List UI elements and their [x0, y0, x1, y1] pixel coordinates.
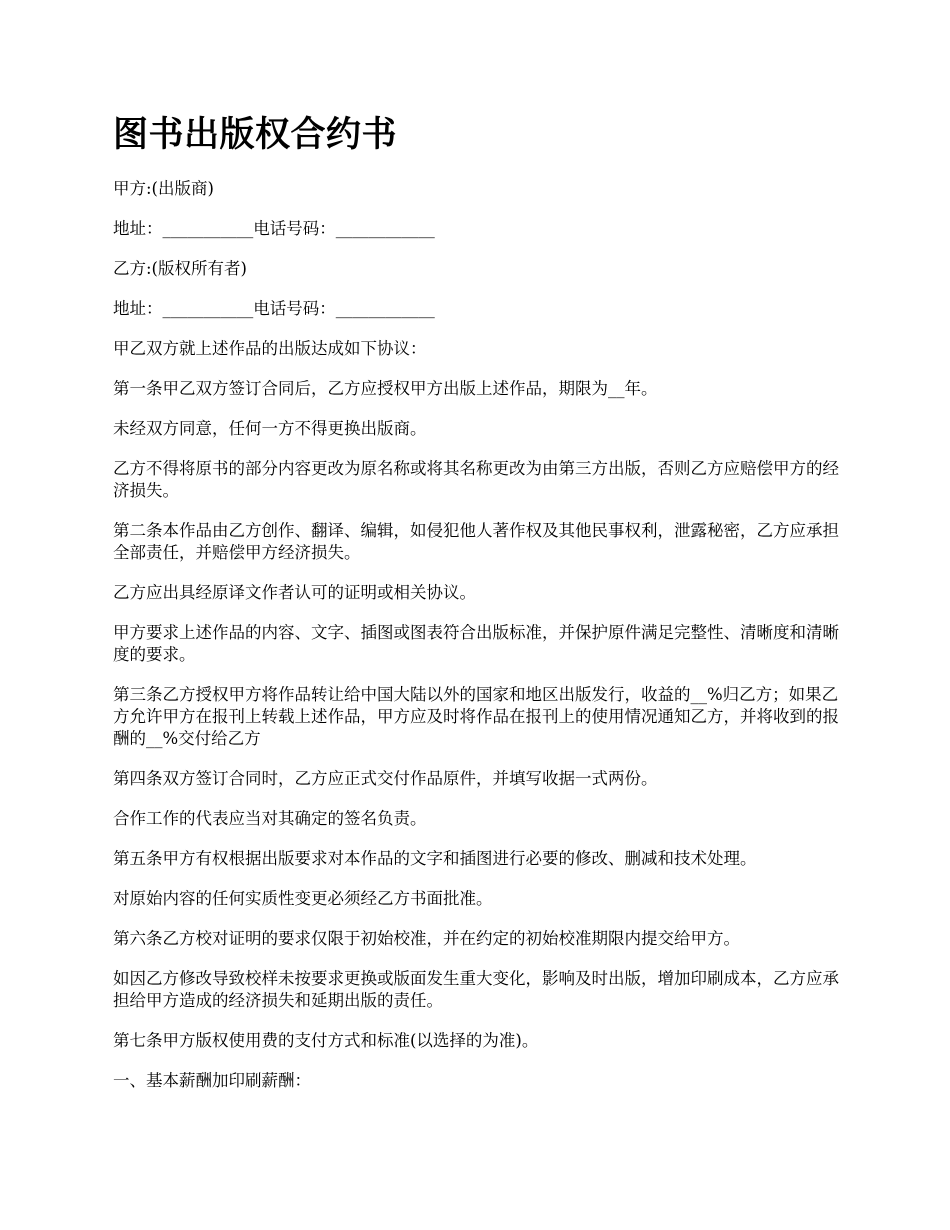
paragraph-article-3: 第三条乙方授权甲方将作品转让给中国大陆以外的国家和地区出版发行，收益的__%归乙方；如果乙方允许甲方在报刊上转载上述作品，甲方应及时将作品在报刊上的使用情况通知乙方，并将收到的报酬的__%交付给乙方: [113, 685, 839, 748]
document-title: 图书出版权合约书: [113, 115, 398, 155]
paragraph-article-4-signature: 合作工作的代表应当对其确定的签名负责。: [113, 809, 427, 828]
document-page: [113, 112, 853, 1110]
paragraph-copyright-owner: 乙方:(版权所有者): [113, 259, 247, 278]
paragraph-owner-address: 地址：___________电话号码：____________: [113, 299, 435, 318]
paragraph-article-7-item-1: 一、基本薪酬加印刷薪酬：: [113, 1071, 311, 1090]
paragraph-article-5: 第五条甲方有权根据出版要求对本作品的文字和插图进行必要的修改、删减和技术处理。: [113, 849, 757, 868]
paragraph-publisher-address: 地址：___________电话号码：____________: [113, 219, 435, 238]
paragraph-article-5-approval: 对原始内容的任何实质性变更必须经乙方书面批准。: [113, 889, 493, 908]
paragraph-article-1: 第一条甲乙双方签订合同后，乙方应授权甲方出版上述作品，期限为__年。: [113, 379, 658, 398]
paragraph-article-1-note: 未经双方同意，任何一方不得更换出版商。: [113, 419, 427, 438]
paragraph-article-1-restriction: 乙方不得将原书的部分内容更改为原名称或将其名称更改为由第三方出版，否则乙方应赔偿甲方的经济损失。: [113, 459, 839, 500]
paragraph-article-6-liability: 如因乙方修改导致校样未按要求更换或版面发生重大变化，影响及时出版，增加印刷成本，乙方应承担给甲方造成的经济损失和延期出版的责任。: [113, 969, 839, 1010]
paragraph-article-2-standard: 甲方要求上述作品的内容、文字、插图或图表符合出版标准，并保护原件满足完整性、清晰度和清晰度的要求。: [113, 623, 839, 664]
paragraph-article-6: 第六条乙方校对证明的要求仅限于初始校准，并在约定的初始校准期限内提交给甲方。: [113, 929, 740, 948]
paragraph-article-2-proof: 乙方应出具经原译文作者认可的证明或相关协议。: [113, 583, 476, 602]
paragraph-article-2: 第二条本作品由乙方创作、翻译、编辑，如侵犯他人著作权及其他民事权利，泄露秘密，乙方应承担全部责任，并赔偿甲方经济损失。: [113, 521, 839, 562]
paragraph-agreement-intro: 甲乙双方就上述作品的出版达成如下协议：: [113, 339, 427, 358]
paragraph-article-7: 第七条甲方版权使用费的支付方式和标准(以选择的为准)。: [113, 1031, 539, 1050]
paragraph-article-4: 第四条双方签订合同时，乙方应正式交付作品原件，并填写收据一式两份。: [113, 769, 658, 788]
paragraph-publisher: 甲方:(出版商): [113, 179, 214, 198]
